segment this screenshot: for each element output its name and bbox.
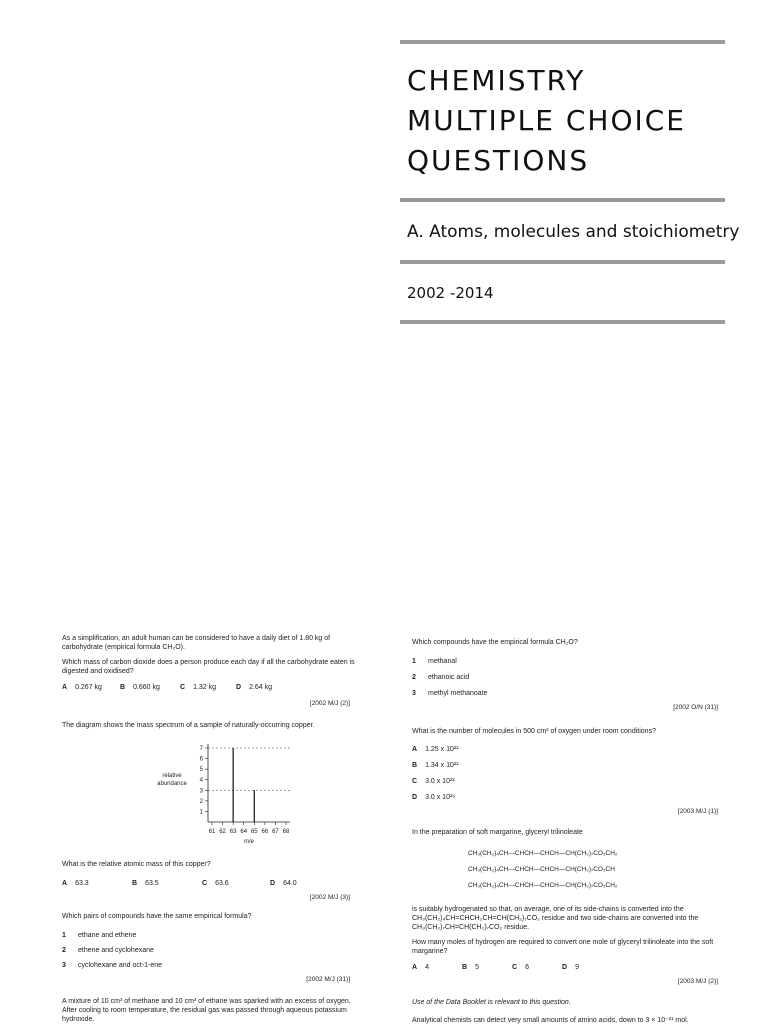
q2-option-b[interactable]: B 63.5 (132, 880, 159, 887)
q5-reference: [2002 O/N (31)] (673, 704, 718, 711)
q6-text: What is the number of molecules in 500 cm³ of oxygen under room conditions? (412, 728, 656, 735)
cover-rule-top (400, 40, 725, 44)
q3-reference: [2002 M/J (31)] (306, 976, 350, 983)
cover-years: 2002 -2014 (407, 284, 494, 302)
q7-reference: [2003 M/J (2)] (677, 978, 718, 985)
q2-option-d[interactable]: D 64.0 (270, 880, 297, 887)
q7-question: How many moles of hydrogen are required to convert one mole of glyceryl trilinoleate into the soft margarine? (412, 939, 714, 955)
q7-molecule-line-3: CH₃(CH₂)₄CH—CHCH—CHCH—CH(CH₂)₇CO₂CH₂ (468, 882, 618, 889)
q5-item-1: 1 methanal (412, 658, 457, 665)
y-tick-label: 2 (199, 798, 203, 805)
x-tick-label: 67 (272, 829, 279, 835)
y-axis-label-line-2: abundance (157, 781, 187, 787)
q5-item-2: 2 ethanoic acid (412, 674, 470, 681)
x-tick-label: 66 (261, 829, 269, 835)
q2-question: What is the relative atomic mass of this copper? (62, 861, 211, 868)
q1-reference: [2002 M/J (2)] (309, 700, 350, 707)
cover-title-line-1: CHEMISTRY (407, 64, 586, 97)
q7-text-2: is suitably hydrogenated so that, on average, one of its side-chains is converted into the CH₃(CH₂)₄CH=CHCH₂CH=CH(CH₂)₇CO₂ residue and two side-chains are converted into the CH₃(CH₂)₇CH=CH(CH₂)₇CO₂ residue. (412, 906, 699, 931)
q6-option-c[interactable]: C 3.0 x 10²² (412, 778, 455, 785)
q7-text: In the preparation of soft margarine, glyceryl trilinoleate (412, 829, 583, 836)
q3-text: Which pairs of compounds have the same empirical formula? (62, 913, 252, 920)
cover-section-title: A. Atoms, molecules and stoichiometry (407, 222, 740, 242)
x-tick-label: 64 (240, 829, 248, 835)
q5-item-3: 3 methyl methanoate (412, 690, 488, 697)
x-tick-label: 61 (208, 829, 216, 835)
q2-text: The diagram shows the mass spectrum of a sample of naturally-occurring copper. (62, 722, 315, 729)
cover-rule-bottom (400, 320, 725, 324)
x-tick-label: 68 (282, 829, 290, 835)
q1-option-d[interactable]: D 2.64 kg (236, 684, 273, 691)
cover-rule-2 (400, 198, 725, 202)
q1-option-b[interactable]: B 0.660 kg (120, 684, 160, 691)
q7-option-b[interactable]: B 5 (462, 964, 479, 971)
y-tick-label: 7 (199, 746, 203, 752)
q7-option-d[interactable]: D 9 (562, 964, 579, 971)
q3-item-2: 2 ethene and cyclohexane (62, 947, 154, 954)
q2-option-a[interactable]: A 63.3 (62, 880, 89, 887)
cover-rule-3 (400, 260, 725, 264)
x-tick-label: 62 (219, 829, 226, 835)
q1-option-c[interactable]: C 1.32 kg (180, 684, 217, 691)
q6-option-a[interactable]: A 1.25 x 10²² (412, 746, 459, 753)
q7-molecule-line-1: CH₃(CH₂)₄CH—CHCH—CHCH—CH(CH₂)₇CO₂CH₂ (468, 850, 618, 857)
y-tick-label: 4 (199, 777, 203, 784)
q4-text: A mixture of 10 cm³ of methane and 10 cm³ of ethane was sparked with an excess of oxygen. After cooling to room temperature, the residual gas was passed through aqueous potassium hydroxide. (62, 998, 351, 1023)
q6-option-d[interactable]: D 3.0 x 10²⁶ (412, 794, 456, 801)
q8-text: Analytical chemists can detect very small amounts of amino acids, down to 3 × 10⁻²¹ mol. (412, 1017, 689, 1024)
y-tick-label: 1 (199, 809, 203, 816)
q6-option-b[interactable]: B 1.34 x 10²² (412, 762, 459, 769)
cover-title-line-3: QUESTIONS (407, 144, 590, 177)
q7-molecule-line-2: CH₃(CH₂)₄CH—CHCH—CHCH—CH(CH₂)₇CO₂CH (468, 866, 615, 873)
q1-text: As a simplification, an adult human can be considered to have a daily diet of 1.80 kg of carbohydrate (empirical formula CH₂O). (62, 635, 331, 651)
q7-option-a[interactable]: A 4 (412, 964, 429, 971)
y-tick-label: 6 (199, 756, 203, 763)
q7-option-c[interactable]: C 6 (512, 964, 529, 971)
q8-note: Use of the Data Booklet is relevant to this question. (412, 999, 571, 1006)
cover-title-line-2: MULTIPLE CHOICE (407, 104, 686, 137)
x-tick-label: 65 (250, 829, 258, 835)
q1-option-a[interactable]: A 0.267 kg (62, 684, 102, 691)
q2-reference: [2002 M/J (3)] (309, 894, 350, 901)
y-axis-label-line-1: relative (162, 773, 182, 779)
y-tick-label: 3 (199, 788, 203, 795)
x-tick-label: 63 (229, 829, 237, 835)
q5-text: Which compounds have the empirical formula CH₂O? (412, 639, 578, 646)
q3-item-3: 3 cyclohexane and oct-1-ene (62, 962, 163, 969)
q6-reference: [2003 M/J (1)] (677, 808, 718, 815)
x-axis-label: m/e (243, 839, 255, 845)
q1-question: Which mass of carbon dioxide does a person produce each day if all the carbohydrate eaten is digested and oxidised? (62, 659, 355, 675)
mass-spectrum-chart (150, 740, 310, 850)
q3-item-1: 1 ethane and ethene (62, 932, 137, 939)
q2-option-c[interactable]: C 63.6 (202, 880, 229, 887)
y-tick-label: 5 (199, 767, 203, 774)
